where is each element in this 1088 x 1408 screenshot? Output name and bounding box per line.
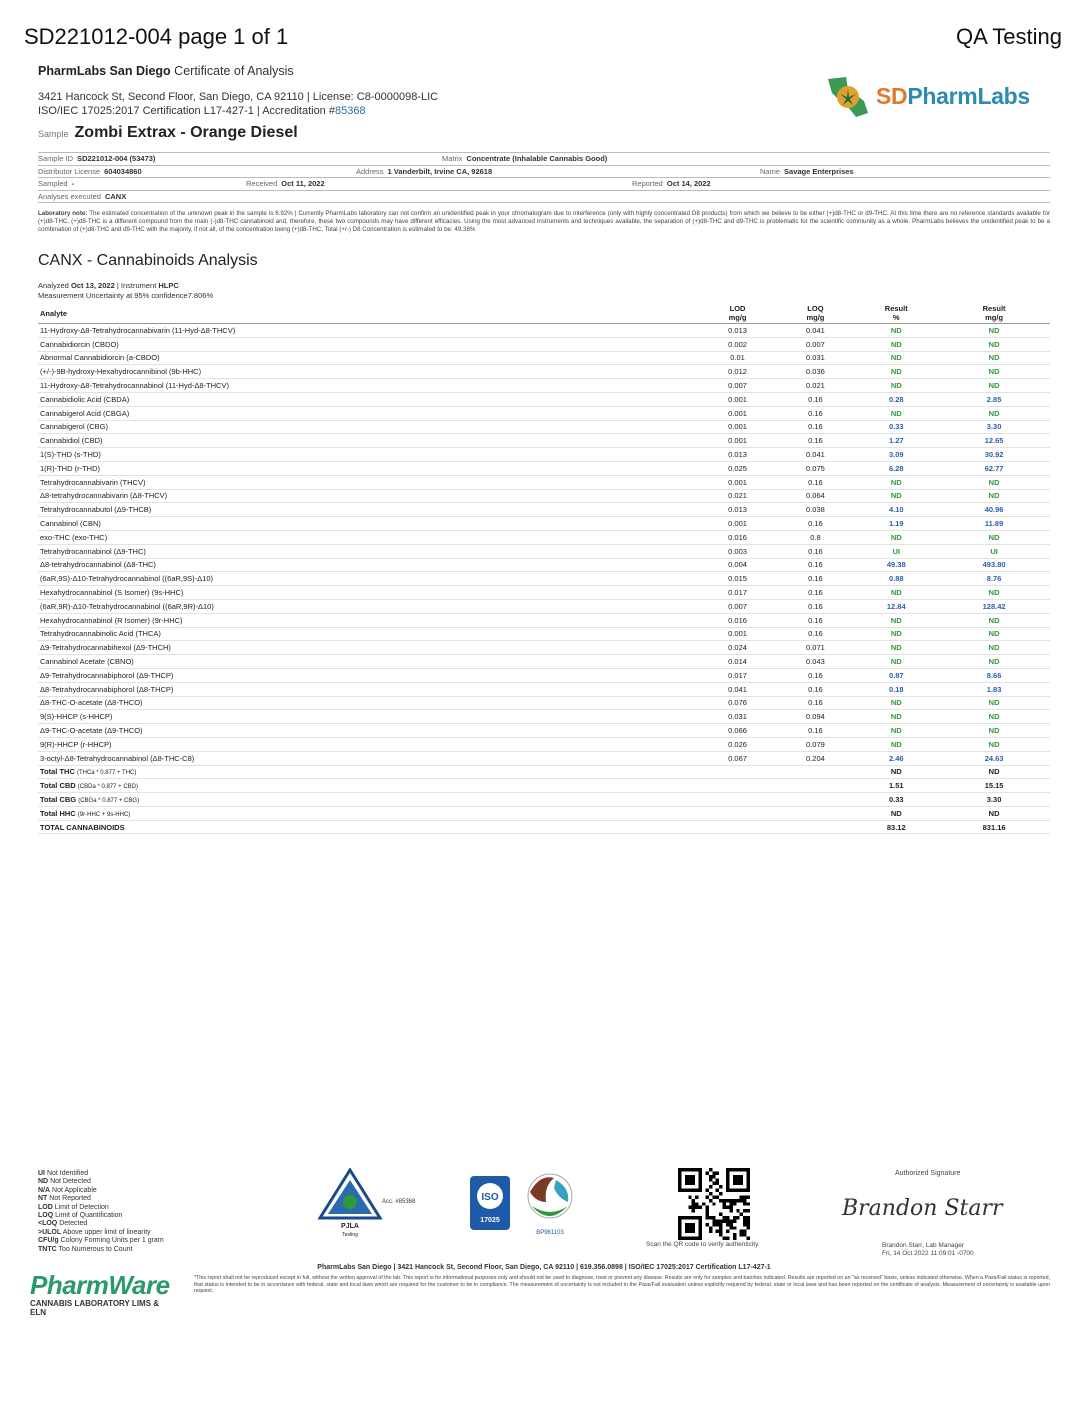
legend-item: TNTC Too Numerous to Count [38, 1245, 133, 1253]
report-type: QA Testing [956, 24, 1062, 49]
table-row: Δ9-Tetrahydrocannabiphorol (Δ9-THCP) 0.017 0.16 0.87 8.66 [38, 668, 1050, 682]
meta-row-1: Sample ID SD221012-004 (53473) Matrix Concentrate (Inhalable Cannabis Good) [38, 152, 1050, 165]
svg-text:Acc. #85368: Acc. #85368 [382, 1199, 416, 1205]
total-row: Total CBG (CBGa * 0.877 + CBG) 0.33 3.30 [38, 793, 1050, 807]
table-row: Tetrahydrocannabinolic Acid (THCA) 0.001 0.16 ND ND [38, 627, 1050, 641]
table-row: Hexahydrocannabinol (R Isomer) (9r-HHC) 0.016 0.16 ND ND [38, 613, 1050, 627]
signature-label: Authorized Signature [895, 1170, 961, 1177]
sample-label: Sample [38, 129, 69, 139]
footer-disclaimer: *This report shall not be reproduced except in full, without the written approval of the lab. This report is for informational purposes only and should not be used to diagnose, treat or prevent any disease. Results are only for samples and batches indicated. Results are reported on an "as received" basis, unless indicated otherwise. When a Pass/Fail status is reported, that status is intended to be in accordance with federal, state and local laws which are required for the customer to be in compliance. The measurement of uncertainty is not included in the Pass/Fail evaluation unless explicitly required by federal, state or local laws and has been reported on the certificate of analysis. Measurement of uncertainty is available upon request. [194, 1275, 1050, 1294]
meta-row-2: Distributor License 604034860 Address 1 Vanderbilt, Irvine CA, 92618 Name Savage Enterprises [38, 165, 1050, 178]
total-row: Total CBD (CBDa * 0.877 + CBD) 1.51 15.15 [38, 779, 1050, 793]
section-title: CANX - Cannabinoids Analysis [38, 252, 258, 269]
table-row: (+/-)-9B-hydroxy-Hexahydrocannibinol (9b-HHC) 0.012 0.036 ND ND [38, 365, 1050, 379]
total-row: Total THC (THCa * 0.877 + THC) ND ND [38, 765, 1050, 779]
lab-title [38, 64, 294, 78]
sdpharmlabs-logo: SDPharmLabs [818, 64, 1054, 128]
table-row: 1(S)-THD (s-THD) 0.013 0.041 3.09 30.92 [38, 448, 1050, 462]
abbreviation-legend [38, 1170, 164, 1254]
accreditation-logos [318, 1168, 578, 1240]
legend-item: LOQ Limit of Quantification [38, 1212, 123, 1220]
table-row: Δ8-THC-O-acetate (Δ8-THCO) 0.076 0.16 ND ND [38, 696, 1050, 710]
table-row: Δ9-THC-O-acetate (Δ9-THCO) 0.066 0.16 ND ND [38, 724, 1050, 738]
pharmware-logo: PharmWare CANNABIS LABORATORY LIMS & ELN [30, 1270, 170, 1317]
meta-row-3: Sampled - Received Oct 11, 2022 Reported Oct 14, 2022 [38, 177, 1050, 190]
table-row: Tetrahydrocannabinol (Δ9-THC) 0.003 0.16 UI UI [38, 544, 1050, 558]
legend-item: >ULOL Above upper limit of linearity [38, 1228, 151, 1236]
table-row: Δ8-tetrahydrocannabinol (Δ8-THC) 0.004 0.16 49.38 493.80 [38, 558, 1050, 572]
svg-text:BP961103: BP961103 [536, 1230, 564, 1236]
table-row: Abnormal Cannabidiorcin (a-CBDO) 0.01 0.031 ND ND [38, 351, 1050, 365]
svg-text:PJLA: PJLA [341, 1223, 359, 1230]
table-row: Cannabidiolic Acid (CBDA) 0.001 0.16 0.28 2.85 [38, 392, 1050, 406]
table-row: 11-Hydroxy-Δ8-Tetrahydrocannabivarin (11-Hyd-Δ8-THCV) 0.013 0.041 ND ND [38, 324, 1050, 338]
legend-item: CFU/g Colony Forming Units per 1 gram [38, 1237, 164, 1245]
signature: Brandon Starr [842, 1196, 1003, 1221]
pjla-logo [320, 1170, 416, 1238]
legend-item: <LOQ Detected [38, 1220, 88, 1228]
table-row: Cannabidiorcin (CBDO) 0.002 0.007 ND ND [38, 337, 1050, 351]
table-row: (6aR,9R)-Δ10-Tetrahydrocannabinol ((6aR,9R)-Δ10) 0.007 0.16 12.84 128.42 [38, 599, 1050, 613]
legend-item: N/A Not Applicable [38, 1186, 97, 1194]
california-icon [818, 67, 876, 125]
legend-item: LOD Limit of Detection [38, 1203, 109, 1211]
verification-qr-code[interactable] [678, 1168, 750, 1240]
accreditation-link[interactable]: 85368 [334, 105, 366, 117]
table-row: 1(R)-THD (r-THD) 0.025 0.075 6.28 62.77 [38, 461, 1050, 475]
svg-text:Testing: Testing [342, 1232, 358, 1238]
legend-item: UI Not Identified [38, 1170, 89, 1177]
doc-type: Certificate of Analysis [174, 64, 294, 78]
lab-name: PharmLabs San Diego [38, 64, 171, 78]
page-header [24, 20, 1062, 54]
results-table [38, 303, 1050, 834]
table-row: 9(R)-HHCP (r-HHCP) 0.026 0.079 ND ND [38, 737, 1050, 751]
total-row: Total HHC (9r-HHC + 9s-HHC) ND ND [38, 806, 1050, 820]
table-row: Δ8-tetrahydrocannabivarin (Δ8-THCV) 0.021 0.064 ND ND [38, 489, 1050, 503]
table-row: 9(S)-HHCP (s-HHCP) 0.031 0.094 ND ND [38, 710, 1050, 724]
sample-heading [38, 124, 298, 142]
table-row: Cannabinol (CBN) 0.001 0.16 1.19 11.89 [38, 517, 1050, 531]
table-row: Cannabinol Acetate (CBNO) 0.014 0.043 ND ND [38, 655, 1050, 669]
table-row: Cannabigerol Acid (CBGA) 0.001 0.16 ND ND [38, 406, 1050, 420]
legend-item: ND Not Detected [38, 1178, 91, 1186]
legend-item: NT Not Reported [38, 1195, 91, 1203]
lab-address [38, 90, 438, 118]
report-id: SD221012-004 page 1 of 1 [24, 24, 289, 49]
footer-address: PharmLabs San Diego | 3421 Hancock St, Second Floor, San Diego, CA 92110 | 619.356.0898 | ISO/IEC 17025:2017 Certification L17-427-1 [317, 1264, 771, 1271]
certification-line: ISO/IEC 17025:2017 Certification L17-427-1 | Accreditation #85368 [38, 105, 366, 117]
svg-text:17025: 17025 [480, 1217, 500, 1224]
table-row: Tetrahydrocannabivarin (THCV) 0.001 0.16 ND ND [38, 475, 1050, 489]
table-row: exo-THC (exo-THC) 0.016 0.8 ND ND [38, 530, 1050, 544]
total-row: TOTAL CANNABINOIDS 83.12 831.16 [38, 820, 1050, 834]
analysis-meta: Analyzed Oct 13, 2022 | Instrument HLPC Measurement Uncertainty at 95% confidence7.806% [38, 281, 214, 300]
sample-name: Zombi Extrax - Orange Diesel [74, 124, 298, 141]
iso-17025-logo [470, 1176, 510, 1230]
table-row: Δ8-Tetrahydrocannabiphorol (Δ8-THCP) 0.041 0.16 0.18 1.83 [38, 682, 1050, 696]
signatory: Brandon Starr, Lab Manager Fri, 14 Oct 2022 11:09:01 -0700 [882, 1242, 974, 1257]
table-header: Analyte LOD mg/g LOQ mg/g Result % Result mg/g [38, 303, 1050, 324]
address-line: 3421 Hancock St, Second Floor, San Diego, CA 92110 | License: C8-0000098-LIC [38, 91, 439, 103]
table-row: Δ9-Tetrahydrocannabihexol (Δ9-THCH) 0.024 0.071 ND ND [38, 641, 1050, 655]
meta-row-4: Analyses executed CANX [38, 190, 1050, 204]
table-row: 3-octyl-Δ8-Tetrahydrocannabinol (Δ8-THC-C8) 0.067 0.204 2.46 24.63 [38, 751, 1050, 765]
table-row: Hexahydrocannabinol (S Isomer) (9s-HHC) 0.017 0.16 ND ND [38, 586, 1050, 600]
table-row: (6aR,9S)-Δ10-Tetrahydrocannabinol ((6aR,9S)-Δ10) 0.015 0.16 0.88 8.76 [38, 572, 1050, 586]
laboratory-note: Laboratory note: The estimated concentration of the unknown peak in the sample is 6.92% | Currently PharmLabs laboratory can not confirm an unidentified peak in your chromatogram due to interference (only with highly concentrated D8 products) from which we believe to be either (+)d8-THC or d9-THC. At this time there are no reference standards available for (+)d8-THC. (+)d8-THC is a different compound from the main (-)d8-THC cannabinoid and, therefore, these two compounds may have different efficacies. Using the most advanced instruments and techniques available, the separation of (+)d8-THC and d9-THC is problematic for the scientific community as a whole. PharmLabs believes the unidentified peak to be a combination of (+)d8-THC and d9-THC with the majority, if not all, of the concentration being (+)d8-THC. Total (+/-) D8 Concentration is estimated to be: 49.38% [38, 210, 1050, 233]
table-row: 11-Hydroxy-Δ8-Tetrahydrocannabinol (11-Hyd-Δ8-THCV) 0.007 0.021 ND ND [38, 379, 1050, 393]
sample-metadata [38, 152, 1050, 203]
table-row: Tetrahydrocannabutol (Δ9-THCB) 0.013 0.038 4.10 40.96 [38, 503, 1050, 517]
qr-caption: Scan the QR code to verify authenticity. [646, 1241, 760, 1248]
table-row: Cannabidiol (CBD) 0.001 0.16 1.27 12.65 [38, 434, 1050, 448]
svg-text:ISO: ISO [481, 1192, 499, 1203]
table-row: Cannabigerol (CBG) 0.001 0.16 0.33 3.30 [38, 420, 1050, 434]
bp-cert-logo [528, 1174, 572, 1236]
